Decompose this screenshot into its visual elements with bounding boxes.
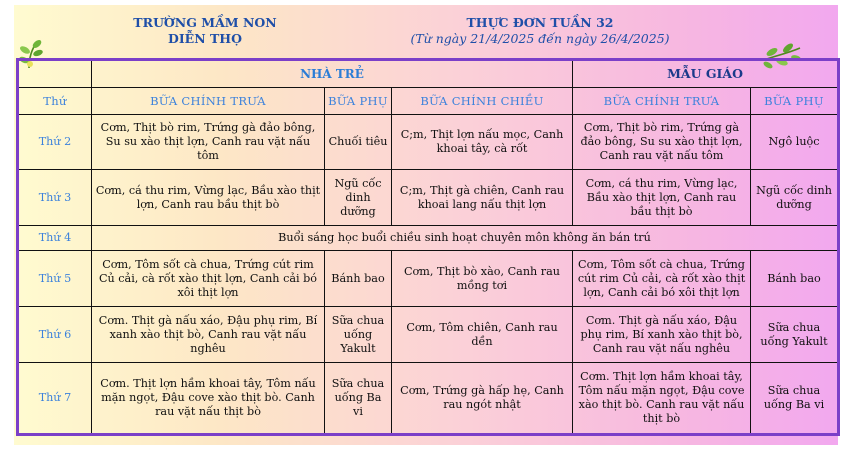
nt-afternoon-cell: Cơm, Tôm chiên, Canh rau dền [392,307,573,363]
nt-noon-cell: Cơm, Thịt bò rim, Trứng gà đảo bông, Su su xào thịt lợn, Canh rau vặt nấu tôm [92,115,325,170]
nt-afternoon-cell: C;m, Thịt lợn nấu mọc, Canh khoai tây, cà rốt [392,115,573,170]
nt-noon-cell: Cơm. Thịt gà nấu xáo, Đậu phụ rim, Bí xanh xào thịt bò, Canh rau vặt nấu nghêu [92,307,325,363]
nt-afternoon-cell: C;m, Thịt gà chiên, Canh rau khoai lang nấu thịt lợn [392,170,573,226]
table-row [18,363,839,435]
mg-snack-cell: Ngô luộc [751,115,839,170]
nt-snack-cell: Sữa chua uống Ba vi [325,363,392,435]
day-cell: Thứ 6 [18,307,92,363]
school-name-line2: DIỄN THỌ [168,31,242,46]
mg-snack-cell: Bánh bao [751,251,839,307]
col-nt-main-afternoon: BỮA CHÍNH CHIỀU [392,88,573,115]
nt-snack-cell: Chuối tiêu [325,115,392,170]
mg-snack-cell: Sữa chua uống Yakult [751,307,839,363]
table-row [18,226,839,251]
col-mg-snack: BỮA PHỤ [751,88,839,115]
column-header-row [18,88,839,115]
table-row [18,170,839,226]
mg-noon-cell: Cơm, Tôm sốt cà chua, Trứng cút rim Củ cải, cà rốt xào thịt lợn, Canh cải bó xôi thịt lợn [573,251,751,307]
mg-noon-cell: Cơm. Thịt gà nấu xáo, Đậu phụ rim, Bí xanh xào thịt bò, Canh rau vặt nấu nghêu [573,307,751,363]
nt-afternoon-cell: Cơm, Trứng gà hấp hẹ, Canh rau ngót nhật [392,363,573,435]
menu-title: THỰC ĐƠN TUẦN 32 [466,15,614,30]
day-cell: Thứ 4 [18,226,92,251]
date-range: (Từ ngày 21/4/2025 đến ngày 26/4/2025) [410,31,670,46]
mg-snack-cell: Sữa chua uống Ba vi [751,363,839,435]
school-name [110,15,300,47]
group-header-row [18,60,839,88]
blank-header-cell [18,60,92,88]
nt-snack-cell: Bánh bao [325,251,392,307]
mg-snack-cell: Ngũ cốc dinh dưỡng [751,170,839,226]
school-name-line1: TRƯỜNG MẦM NON [133,15,277,30]
day-cell: Thứ 3 [18,170,92,226]
nt-snack-cell: Ngũ cốc dinh dưỡng [325,170,392,226]
table-row [18,251,839,307]
day-cell: Thứ 5 [18,251,92,307]
day-cell: Thứ 2 [18,115,92,170]
mg-noon-cell: Cơm. Thịt lợn hầm khoai tây, Tôm nấu mặn ngọt, Đậu cove xào thịt bò. Canh rau vặt nấu thịt bò [573,363,751,435]
weekly-menu-table [16,58,840,436]
col-mg-main-noon: BỮA CHÍNH TRƯA [573,88,751,115]
col-nt-snack: BỮA PHỤ [325,88,392,115]
table-row [18,115,839,170]
nt-noon-cell: Cơm. Thịt lợn hầm khoai tây, Tôm nấu mặn ngọt, Đậu cove xào thịt bò. Canh rau vặt nấu thịt bò [92,363,325,435]
group-nha-tre: NHÀ TRẺ [92,60,573,88]
menu-heading [390,15,690,47]
group-mau-giao: MẪU GIÁO [573,60,839,88]
mg-noon-cell: Cơm, Thịt bò rim, Trứng gà đảo bông, Su su xào thịt lợn, Canh rau vặt nấu tôm [573,115,751,170]
mg-noon-cell: Cơm, cá thu rim, Vừng lạc, Bầu xào thịt lợn, Canh rau bầu thịt bò [573,170,751,226]
nt-noon-cell: Cơm, cá thu rim, Vừng lạc, Bầu xào thịt lợn, Canh rau bầu thịt bò [92,170,325,226]
merged-note-cell: Buổi sáng học buổi chiều sinh hoạt chuyên môn không ăn bán trú [92,226,839,251]
nt-snack-cell: Sữa chua uống Yakult [325,307,392,363]
table-row [18,307,839,363]
nt-afternoon-cell: Cơm, Thịt bò xào, Canh rau mồng tơi [392,251,573,307]
col-day: Thứ [18,88,92,115]
col-nt-main-noon: BỮA CHÍNH TRƯA [92,88,325,115]
nt-noon-cell: Cơm, Tôm sốt cà chua, Trứng cút rim Củ cải, cà rốt xào thịt lợn, Canh cải bó xôi thịt lợn [92,251,325,307]
day-cell: Thứ 7 [18,363,92,435]
